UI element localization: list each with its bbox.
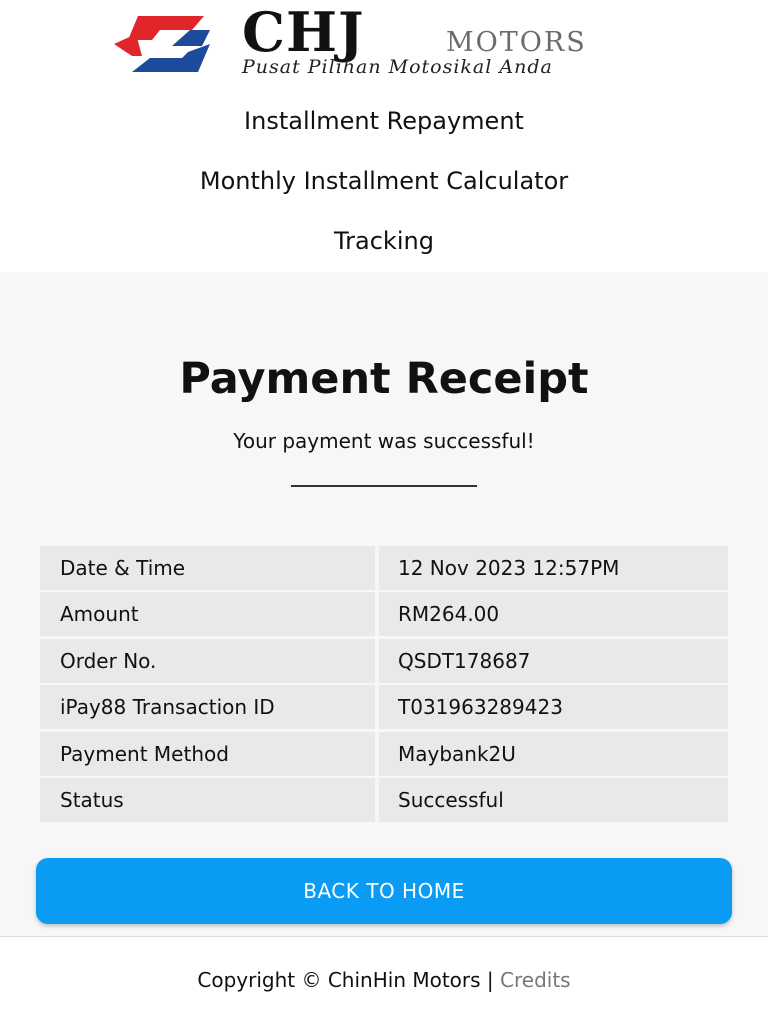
brand-logo-mark-icon — [108, 10, 216, 76]
brand-name: CHJ — [242, 0, 365, 64]
brand-sub: MOTORS — [446, 27, 587, 58]
receipt-section — [0, 272, 768, 936]
row-label: iPay88 Transaction ID — [40, 685, 375, 729]
divider — [291, 485, 477, 487]
brand-logo[interactable] — [108, 0, 658, 82]
site-header — [0, 0, 768, 272]
credits-link[interactable]: Credits — [500, 968, 571, 992]
table-row-date-time — [40, 546, 728, 590]
table-row-amount — [40, 592, 728, 636]
page-title: Payment Receipt — [179, 353, 589, 404]
success-message: Your payment was successful! — [233, 429, 535, 453]
row-label: Order No. — [40, 639, 375, 683]
row-label: Payment Method — [40, 732, 375, 776]
row-label: Amount — [40, 592, 375, 636]
receipt-table — [40, 546, 728, 824]
footer-text — [0, 967, 768, 993]
row-label: Status — [40, 778, 375, 822]
table-row-status — [40, 778, 728, 822]
site-footer — [0, 936, 768, 1024]
back-to-home-button[interactable]: BACK TO HOME — [36, 858, 732, 924]
row-value: T031963289423 — [379, 685, 728, 729]
nav-installment-repayment[interactable]: Installment Repayment — [244, 107, 524, 135]
table-row-order-no — [40, 639, 728, 683]
row-value: Successful — [379, 778, 728, 822]
brand-tagline: Pusat Pilihan Motosikal Anda — [242, 56, 553, 78]
row-value: 12 Nov 2023 12:57PM — [379, 546, 728, 590]
copyright-text: Copyright © ChinHin Motors | — [197, 968, 494, 992]
row-value: RM264.00 — [379, 592, 728, 636]
row-value: QSDT178687 — [379, 639, 728, 683]
nav-installment-calculator[interactable]: Monthly Installment Calculator — [199, 167, 569, 195]
table-row-transaction-id — [40, 685, 728, 729]
row-label: Date & Time — [40, 546, 375, 590]
row-value: Maybank2U — [379, 732, 728, 776]
nav-tracking[interactable]: Tracking — [334, 227, 434, 255]
table-row-payment-method — [40, 732, 728, 776]
